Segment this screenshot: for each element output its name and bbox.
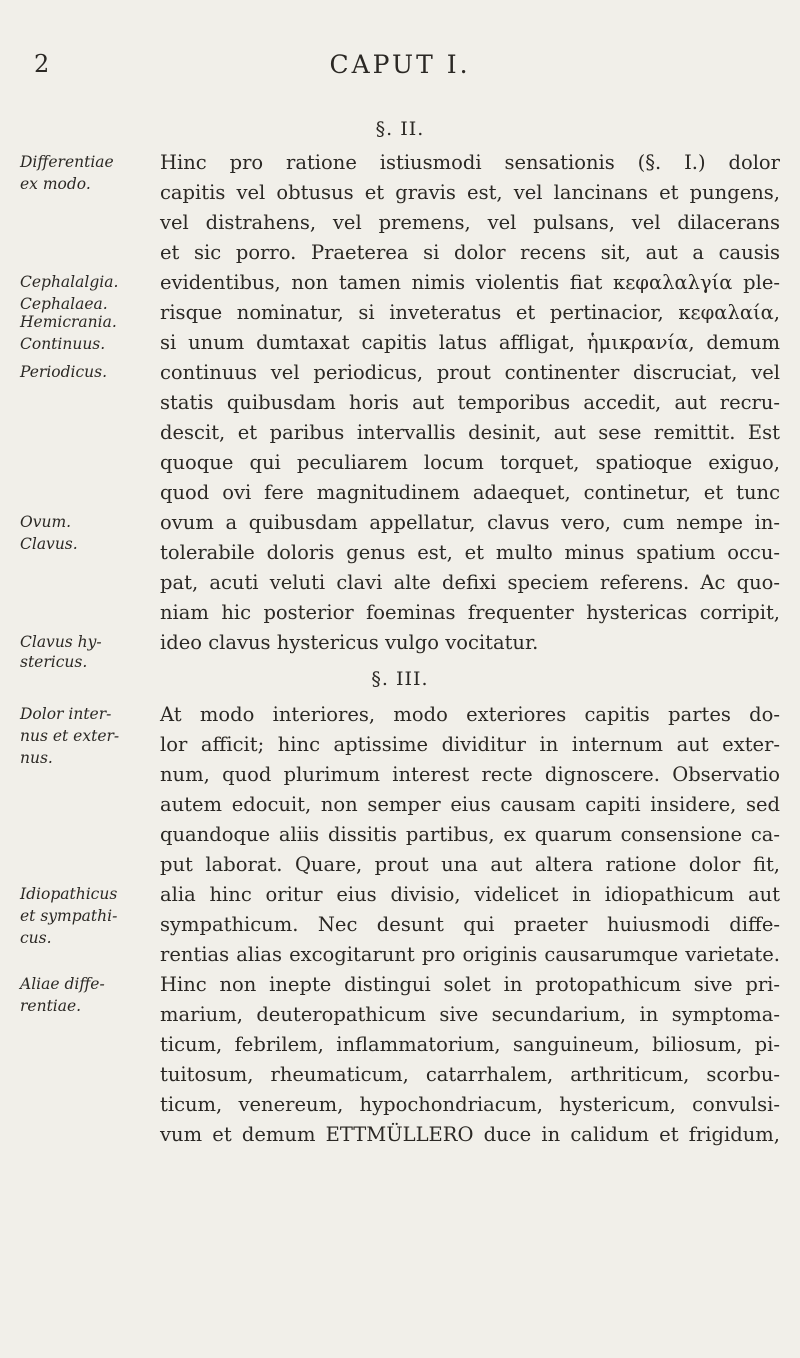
margin-note: Clavus. (20, 535, 78, 553)
text-line: si unum dumtaxat capitis latus affligat, ἡμικρανία, demum (160, 331, 780, 354)
text-line: autem edocuit, non semper eius causam capiti insidere, sed (160, 793, 780, 816)
margin-note: et sympathi- (20, 907, 118, 925)
margin-note: Hemicrania. (20, 313, 117, 331)
text-line: ticum, venereum, hypochondriacum, hystericum, convulsi- (160, 1093, 780, 1116)
text-line: rentias alias excogitarunt pro originis causarumque varietate. (160, 943, 780, 966)
text-line: quandoque aliis dissitis partibus, ex quarum consensione ca- (160, 823, 780, 846)
text-line: evidentibus, non tamen nimis violentis fiat κεφαλαλγία ple- (160, 271, 780, 294)
margin-note: Ovum. (20, 513, 72, 531)
text-line: pat, acuti veluti clavi alte defixi speciem referens. Ac quo- (160, 571, 780, 594)
text-line: lor afficit; hinc aptissime dividitur in internum aut exter- (160, 733, 780, 756)
margin-note: rentiae. (20, 997, 82, 1015)
text-line: descit, et paribus intervallis desinit, aut sese remittit. Est (160, 421, 780, 444)
text-line: Hinc pro ratione istiusmodi sensationis (§. I.) dolor (160, 151, 780, 174)
text-line: ideo clavus hystericus vulgo vocitatur. (160, 631, 539, 654)
margin-note: Aliae diffe- (20, 975, 105, 993)
margin-note: Periodicus. (20, 363, 108, 381)
text-line: tolerabile doloris genus est, et multo minus spatium occu- (160, 541, 780, 564)
margin-note: stericus. (20, 653, 88, 671)
text-line: risque nominatur, si inveteratus et pertinacior, κεφαλαία, (160, 301, 780, 324)
margin-note: Differentiae (20, 153, 114, 171)
text-line: vel distrahens, vel premens, vel pulsans, vel dilacerans (160, 211, 780, 234)
text-line: statis quibusdam horis aut temporibus accedit, aut recru- (160, 391, 780, 414)
margin-note: nus et exter- (20, 727, 120, 745)
text-line: capitis vel obtusus et gravis est, vel lancinans et pungens, (160, 181, 780, 204)
text-line: ticum, febrilem, inflammatorium, sanguineum, biliosum, pi- (160, 1033, 780, 1056)
running-head: CAPUT I. (329, 50, 471, 79)
margin-note: Idiopathicus (20, 885, 118, 903)
margin-note: Clavus hy- (20, 633, 102, 651)
margin-note: Dolor inter- (20, 705, 112, 723)
text-line: et sic porro. Praeterea si dolor recens sit, aut a causis (160, 241, 780, 264)
margin-note: nus. (20, 749, 53, 767)
text-line: alia hinc oritur eius divisio, videlicet in idiopathicum aut (160, 883, 780, 906)
section-heading-3: §. III. (371, 668, 429, 690)
margin-note: ex modo. (20, 175, 91, 193)
text-line: continuus vel periodicus, prout continenter discruciat, vel (160, 361, 780, 384)
margin-note: Continuus. (20, 335, 106, 353)
text-line: put laborat. Quare, prout una aut altera ratione dolor fit, (160, 853, 780, 876)
text-line: tuitosum, rheumaticum, catarrhalem, arthriticum, scorbu- (160, 1063, 780, 1086)
margin-note: Cephalalgia. (20, 273, 119, 291)
text-line: niam hic posterior foeminas frequenter hystericas corripit, (160, 601, 780, 624)
text-line: marium, deuteropathicum sive secundarium, in symptoma- (160, 1003, 780, 1026)
text-line: Hinc non inepte distingui solet in protopathicum sive pri- (160, 973, 780, 996)
margin-note: cus. (20, 929, 52, 947)
section-heading-2: §. II. (375, 118, 425, 140)
text-line: quod ovi fere magnitudinem adaequet, continetur, et tunc (160, 481, 780, 504)
text-line: ovum a quibusdam appellatur, clavus vero, cum nempe in- (160, 511, 780, 534)
text-line: vum et demum ETTMÜLLERO duce in calidum et frigidum, (160, 1123, 780, 1146)
text-line: At modo interiores, modo exteriores capitis partes do- (160, 703, 780, 726)
text-line: sympathicum. Nec desunt qui praeter huiusmodi diffe- (160, 913, 780, 936)
margin-note: Cephalaea. (20, 295, 108, 313)
text-line: quoque qui peculiarem locum torquet, spatioque exiguo, (160, 451, 780, 474)
text-line: num, quod plurimum interest recte dignoscere. Observatio (160, 763, 780, 786)
page-number: 2 (34, 50, 51, 78)
